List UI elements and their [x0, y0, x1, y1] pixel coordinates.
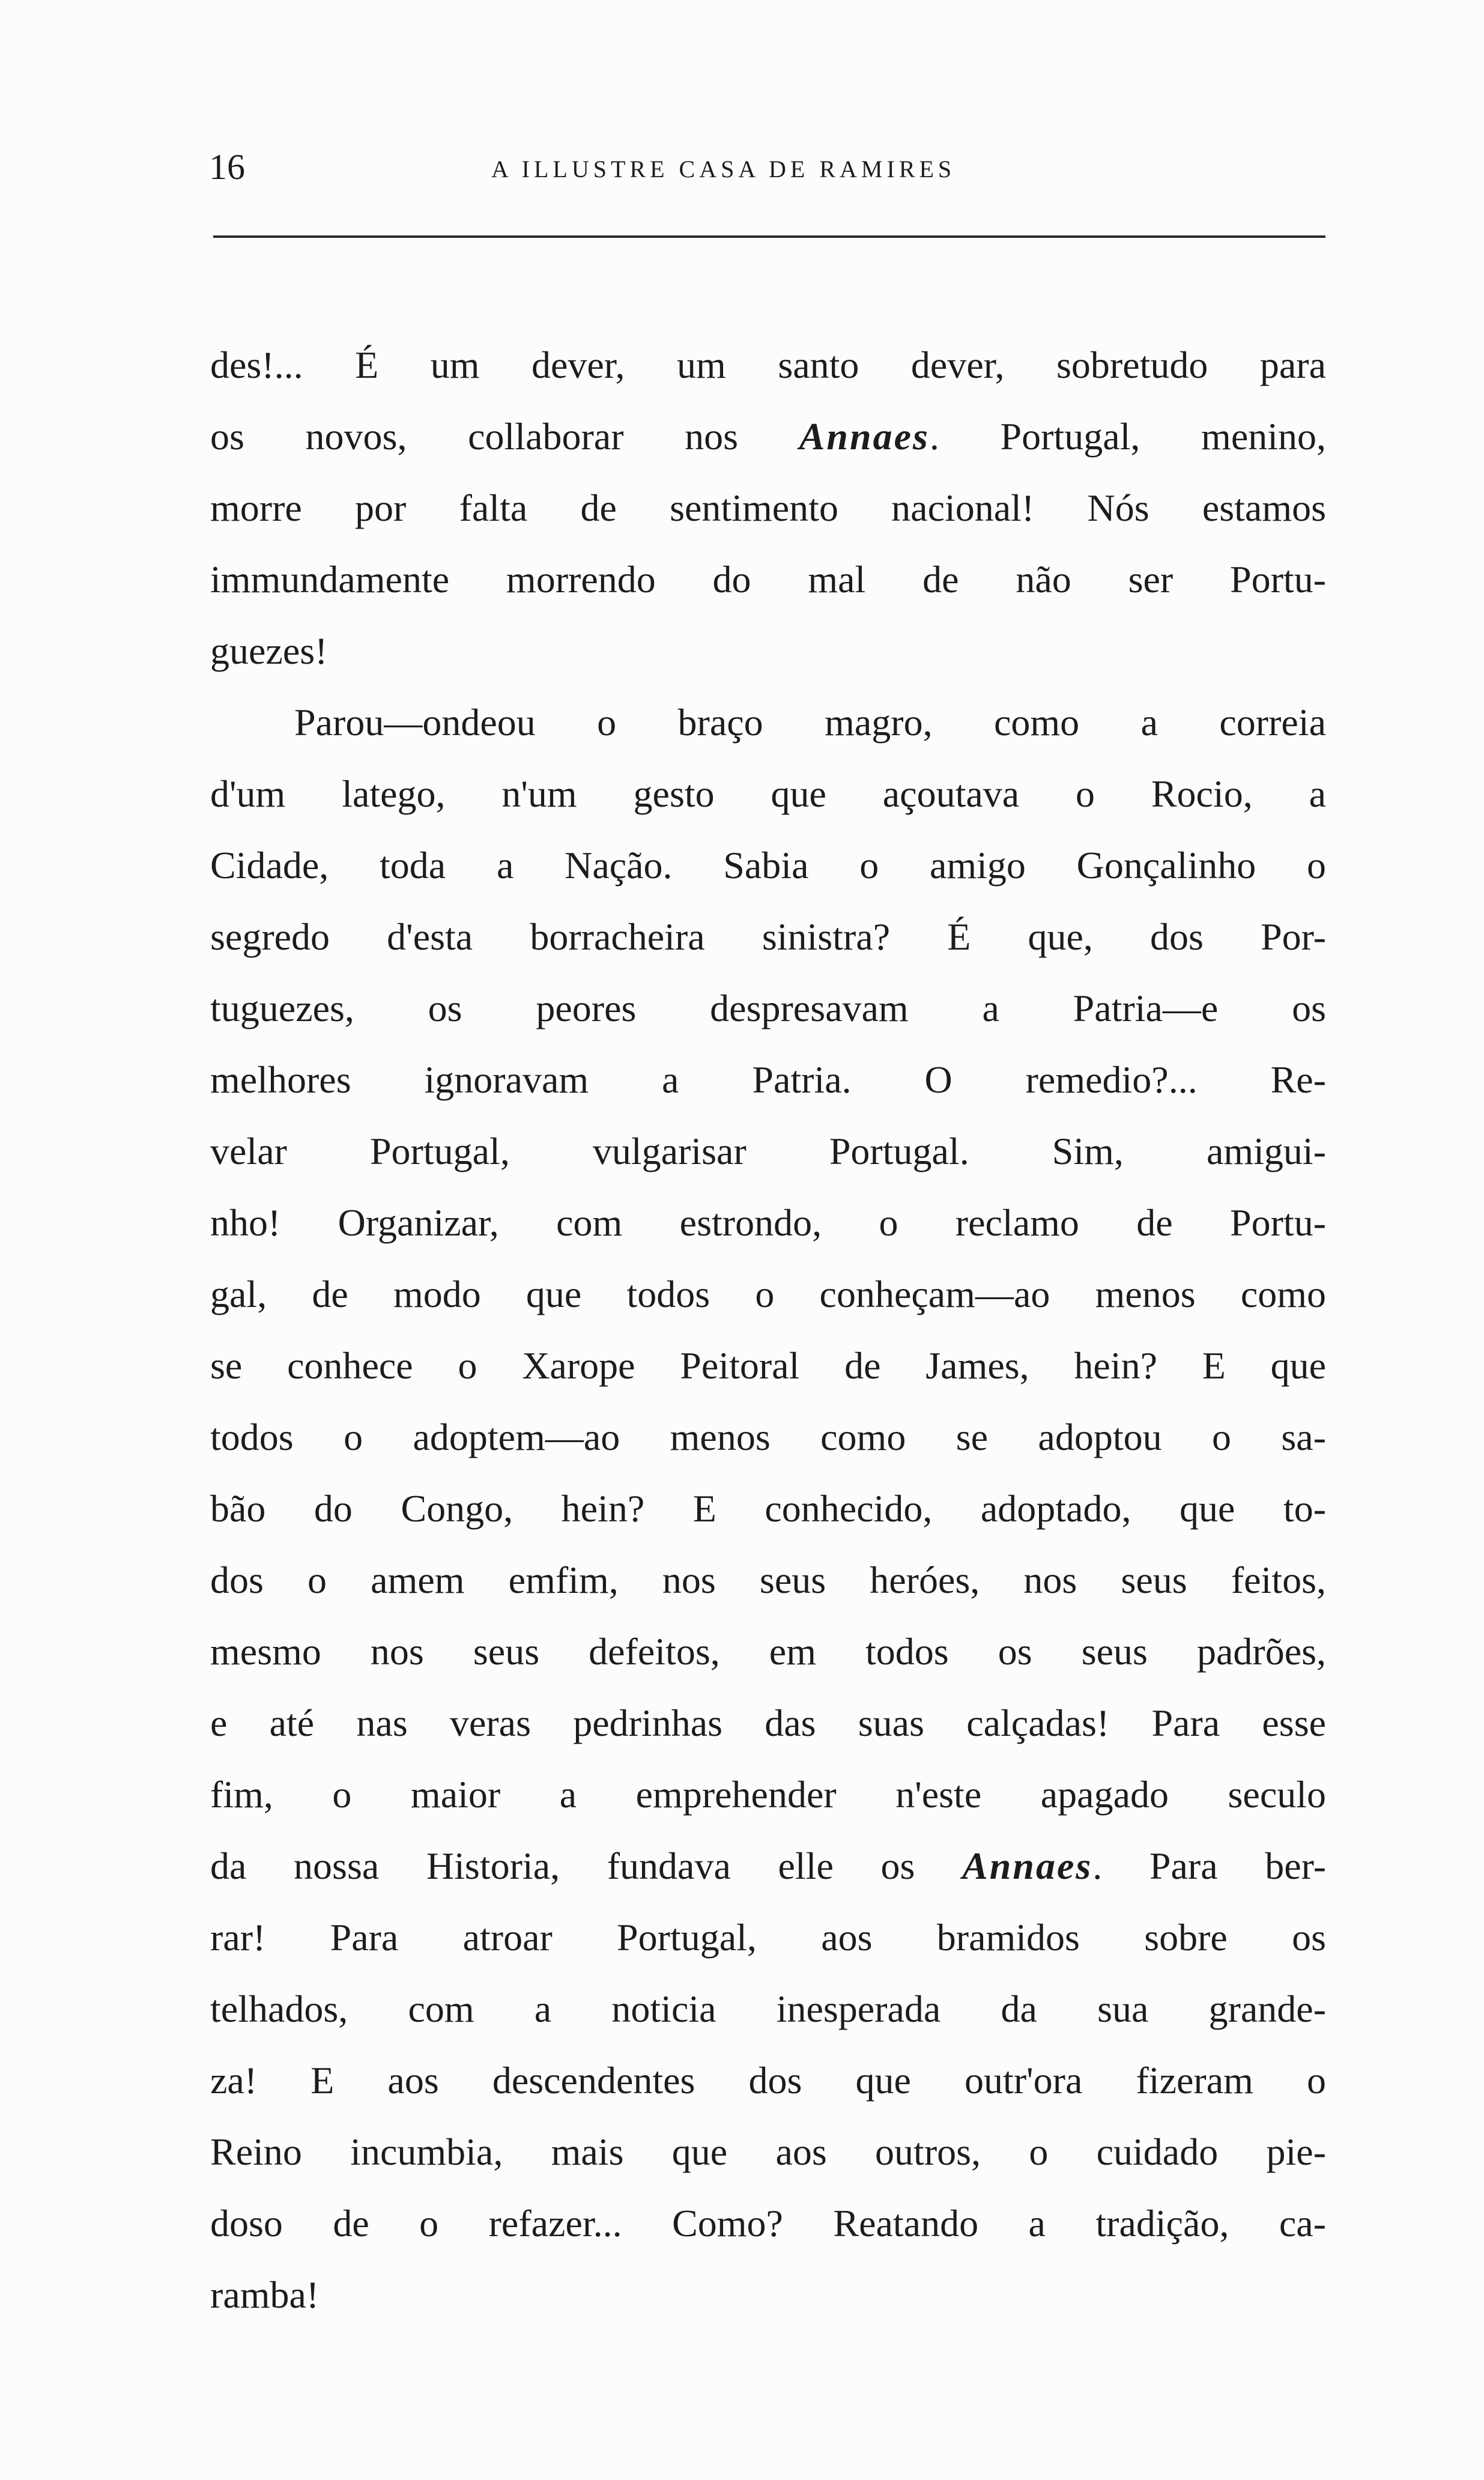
- text-line: [210, 901, 1326, 972]
- line-text: immundamente morrendo do mal de não ser Portu-: [210, 558, 1326, 601]
- text-line: [210, 1902, 1326, 1973]
- italic-title: Annaes: [962, 1845, 1093, 1887]
- text-line: [210, 1973, 1326, 2045]
- text-line: [210, 1401, 1326, 1473]
- text-line: [210, 829, 1326, 901]
- text-line: [210, 1115, 1326, 1187]
- text-line: [210, 1830, 1326, 1902]
- text-line: [210, 2259, 1326, 2330]
- line-text: guezes!: [210, 629, 328, 672]
- line-text: segredo d'esta borracheira sinistra? É que, dos Por-: [210, 915, 1326, 958]
- line-text: nho! Organizar, com estrondo, o reclamo de Portu-: [210, 1201, 1326, 1244]
- line-text: tuguezes, os peores despresavam a Patria—e os: [210, 987, 1326, 1029]
- header-rule: [213, 235, 1325, 238]
- line-text: todos o adoptem—ao menos como se adoptou o sa-: [210, 1416, 1326, 1458]
- line-text: morre por falta de sentimento nacional! Nós estamos: [210, 487, 1326, 529]
- line-text: za! E aos descendentes dos que outr'ora fizeram o: [210, 2059, 1326, 2102]
- line-text: dos o amem emfim, nos seus heróes, nos seus feitos,: [210, 1559, 1326, 1601]
- line-text: e até nas veras pedrinhas das suas calçadas! Para esse: [210, 1702, 1326, 1744]
- line-text: des!... É um dever, um santo dever, sobretudo para: [210, 344, 1326, 386]
- body-text: [210, 329, 1326, 2330]
- line-text: Parou—ondeou o braço magro, como a correia: [294, 701, 1326, 744]
- line-text: . Para ber-: [1092, 1845, 1326, 1887]
- line-text: bão do Congo, hein? E conhecido, adoptado, que to-: [210, 1487, 1326, 1530]
- text-line: [210, 1544, 1326, 1616]
- line-text: velar Portugal, vulgarisar Portugal. Sim, amigui-: [210, 1130, 1326, 1172]
- italic-title: Annaes: [799, 415, 930, 458]
- text-line: [210, 329, 1326, 401]
- line-text: doso de o refazer... Como? Reatando a tradição, ca-: [210, 2202, 1326, 2245]
- line-text: . Portugal, menino,: [929, 415, 1326, 458]
- page-number: 16: [209, 147, 245, 187]
- page-header: [209, 143, 1329, 191]
- text-line: [210, 2045, 1326, 2116]
- line-text: telhados, com a noticia inesperada da sua grande-: [210, 1987, 1326, 2030]
- line-text: rar! Para atroar Portugal, aos bramidos sobre os: [210, 1916, 1326, 1959]
- text-line: [210, 1759, 1326, 1830]
- line-text: d'um latego, n'um gesto que açoutava o Rocio, a: [210, 772, 1326, 815]
- running-head: A ILLUSTRE CASA DE RAMIRES: [491, 156, 956, 183]
- text-line: [210, 1330, 1326, 1401]
- line-text: ramba!: [210, 2273, 320, 2316]
- text-line: [210, 687, 1326, 758]
- line-text: se conhece o Xarope Peitoral de James, hein? E que: [210, 1344, 1326, 1387]
- line-text: da nossa Historia, fundava elle os: [210, 1845, 963, 1887]
- line-text: melhores ignoravam a Patria. O remedio?... Re-: [210, 1058, 1326, 1101]
- line-text: gal, de modo que todos o conheçam—ao menos como: [210, 1273, 1326, 1315]
- text-line: [210, 472, 1326, 544]
- line-text: Cidade, toda a Nação. Sabia o amigo Gonçalinho o: [210, 844, 1326, 887]
- text-line: [210, 544, 1326, 615]
- text-line: [210, 2187, 1326, 2259]
- text-line: [210, 2116, 1326, 2187]
- text-line: [210, 1187, 1326, 1258]
- text-line: [210, 615, 1326, 687]
- line-text: mesmo nos seus defeitos, em todos os seus padrões,: [210, 1630, 1326, 1673]
- text-line: [210, 1616, 1326, 1687]
- text-line: [210, 401, 1326, 472]
- text-line: [210, 1473, 1326, 1544]
- text-line: [210, 1258, 1326, 1330]
- line-text: Reino incumbia, mais que aos outros, o cuidado pie-: [210, 2130, 1326, 2173]
- text-line: [210, 1044, 1326, 1115]
- text-line: [210, 758, 1326, 829]
- text-line: [210, 1687, 1326, 1759]
- text-line: [210, 972, 1326, 1044]
- line-text: fim, o maior a emprehender n'este apagado seculo: [210, 1773, 1326, 1816]
- line-text: os novos, collaborar nos: [210, 415, 799, 458]
